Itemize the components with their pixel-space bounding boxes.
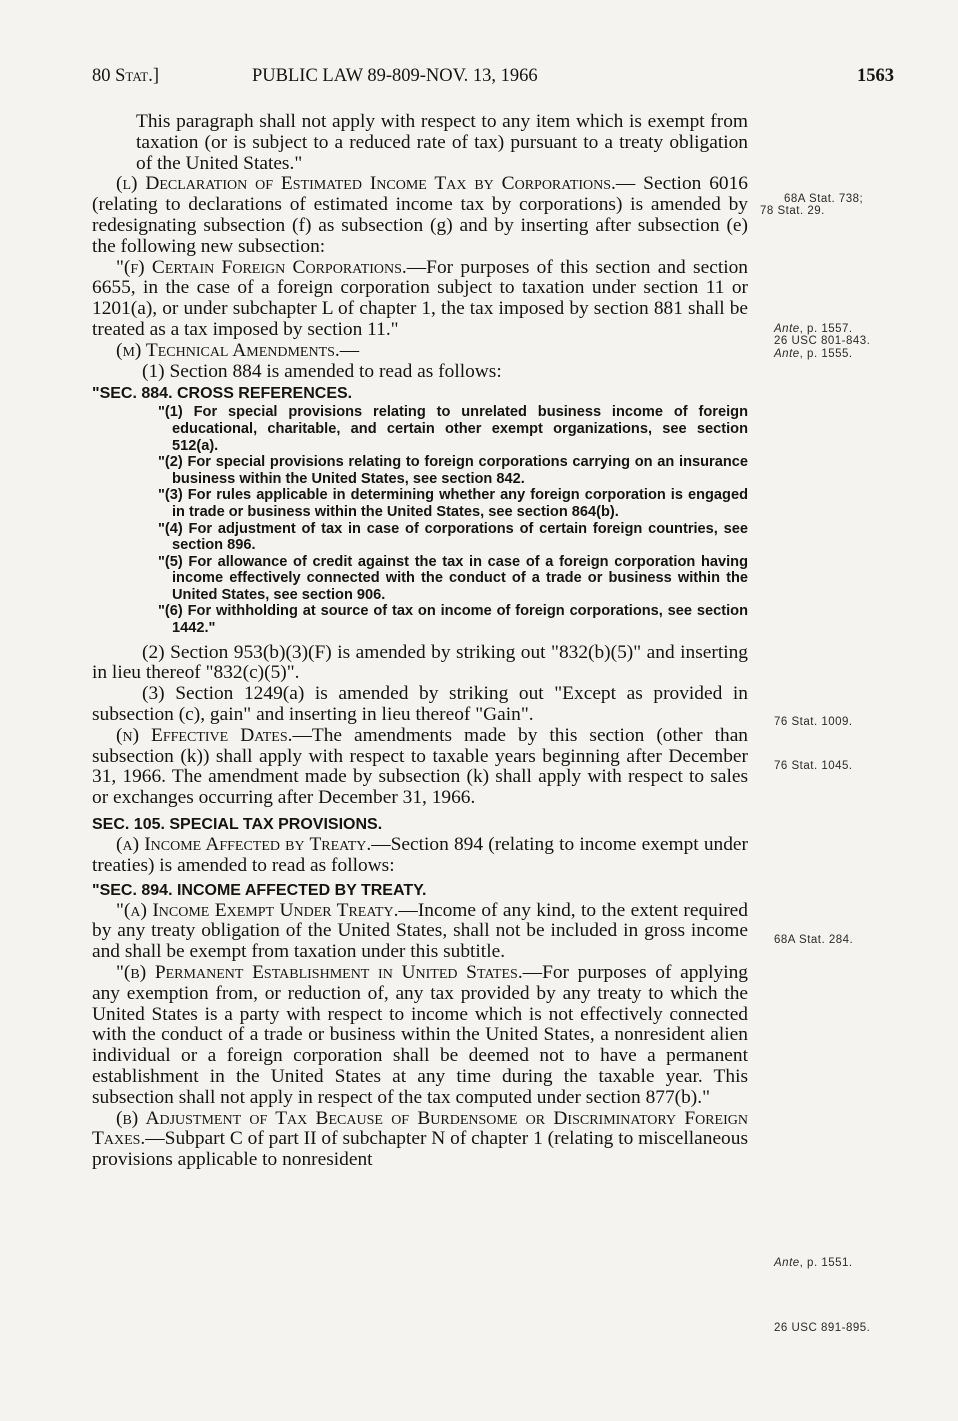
subsection-m2: (2) Section 953(b)(3)(F) is amended by striking out "832(b)(5)" and inserting in lieu thereof "832(c)(5)".: [92, 641, 748, 684]
subsection-a-text: Section 894 (relating to income exempt under treaties) is amended to read as follows:: [92, 834, 748, 876]
cross-ref-item: "(3) For rules applicable in determining whether any foreign corporation is engaged in trade or business within the United States, see section 864(b).: [158, 487, 748, 520]
page-header: [92, 66, 900, 92]
cross-ref-item: "(1) For special provisions relating to unrelated business income of foreign educational, charitable, and certain other exempt organizations, see section 512(a).: [158, 404, 748, 454]
subsection-f-heading: "(f) Certain Foreign Corporations.—: [116, 256, 427, 278]
cross-ref-item: "(2) For special provisions relating to foreign corporations carrying on an insurance business within the United States, see section 842.: [158, 454, 748, 487]
subsection-f: [92, 258, 748, 341]
header-title: PUBLIC LAW 89-809-NOV. 13, 1966: [252, 66, 538, 86]
subsection-m-heading-text: (m) Technical Amendments.—: [116, 339, 360, 361]
sec-884-heading: "SEC. 884. CROSS REFERENCES.: [92, 385, 353, 403]
subsection-m3: (3) Section 1249(a) is amended by striking out "Except as provided in subsection (c), gain" and inserting in lieu thereof "Gain".: [92, 683, 748, 726]
paragraph-exemption-note: This paragraph shall not apply with respect to any item which is exempt from taxation (or is subject to a reduced rate of tax) pursuant to a treaty obligation of the United States.": [136, 111, 748, 174]
subsection-894b: [92, 963, 748, 1109]
margin-note: 76 Stat. 1045.: [774, 760, 853, 772]
page-number: 1563: [857, 66, 894, 86]
margin-note-line: 26 USC 801-843.: [774, 335, 871, 348]
margin-note-ref: , p. 1555.: [799, 347, 853, 360]
subsection-a-heading: (a) Income Affected by Treaty.—: [116, 834, 391, 856]
subsection-b-heading: (b) Adjustment of Tax Because of Burdensome or Discriminatory Foreign Taxes.—: [92, 1107, 748, 1150]
subsection-l-heading: (l) Declaration of Estimated Income Tax by Corporations.—: [116, 173, 636, 195]
subsection-894a-text: Income of any kind, to the extent required by any treaty obligation of the United States, shall not be included in gross income and shall be exempt from taxation under this subtitle.: [92, 899, 748, 963]
subsection-l-text: Section 6016 (relating to declarations of estimated income tax by corporations) is amended by redesignating subsection (f) as subsection (g) and by inserting after subsection (e) the following new subsection:: [92, 173, 748, 257]
margin-note: [760, 193, 924, 218]
cross-ref-item: "(6) For withholding at source of tax on income of foreign corporations, see section 1442.": [158, 603, 748, 637]
margin-note-ante: Ante: [774, 347, 800, 360]
margin-note: [774, 1257, 924, 1269]
margin-note-line: 78 Stat. 29.: [760, 205, 825, 218]
margin-note-ante: Ante: [774, 1257, 800, 1269]
subsection-l: [92, 174, 748, 257]
subsection-894b-text: For purposes of applying any exemption from, or reduction of, any tax provided by any treaty to which the United States is a party with respect to income which is not effectively connected with the conduct of a trade or business within the United States, a nonresident alien individual or a foreign corporation shall be deemed not to have a permanent establishment in the United States at any time during the taxable year. This subsection shall not apply in respect of the tax computed under section 877(b).": [92, 962, 748, 1108]
margin-note: 26 USC 891-895.: [774, 1322, 871, 1334]
subsection-m-heading: [92, 341, 748, 362]
subsection-a: [92, 835, 748, 877]
sec-105-heading: SEC. 105. SPECIAL TAX PROVISIONS.: [92, 816, 383, 834]
sec-894-heading: "SEC. 894. INCOME AFFECTED BY TREATY.: [92, 881, 427, 899]
cross-ref-item: "(5) For allowance of credit against the tax in case of a foreign corporation having income effectively connected with the conduct of a trade or business within the United States, see section 906.: [158, 553, 748, 603]
subsection-m1: (1) Section 884 is amended to read as follows:: [142, 360, 502, 382]
subsection-f-text: For purposes of this section and section 6655, in the case of a foreign corporation subject to taxation under section 11 or 1201(a), or under subchapter L of chapter 1, the tax imposed by section 881 shall be treated as a tax imposed by section 11.": [92, 256, 748, 340]
subsection-n-heading: (n) Effective Dates.—: [116, 724, 312, 746]
subsection-894a: [92, 901, 748, 963]
margin-note-line: [774, 348, 924, 360]
margin-note-line: [774, 323, 924, 335]
margin-note: 68A Stat. 284.: [774, 934, 854, 946]
header-statute-ref: 80 Stat.]: [92, 66, 159, 86]
body-text: [92, 112, 748, 1171]
subsection-b: [92, 1109, 748, 1171]
subsection-n: [92, 726, 748, 809]
margin-note: 76 Stat. 1009.: [774, 716, 853, 728]
cross-ref-item: "(4) For adjustment of tax in case of corporations of certain foreign countries, see section 896.: [158, 520, 748, 554]
subsection-894a-heading: "(a) Income Exempt Under Treaty.—: [116, 899, 418, 921]
subsection-b-text: Subpart C of part II of subchapter N of chapter 1 (relating to miscellaneous provisions applicable to nonresident: [92, 1128, 748, 1171]
margin-note-ref: , p. 1551.: [799, 1257, 853, 1269]
margin-note-ante: Ante: [774, 323, 800, 335]
margin-note-line: 68A Stat. 738;: [784, 193, 864, 205]
subsection-894b-heading: "(b) Permanent Establishment in United States.—: [116, 962, 543, 984]
margin-note-ref: , p. 1557.: [799, 323, 853, 335]
margin-note: [774, 323, 924, 360]
subsection-n-text: The amendments made by this section (other than subsection (k)) shall apply with respect to taxable years beginning after December 31, 1966. The amendment made by subsection (k) shall apply with respect to sales or exchanges occurring after December 31, 1966.: [92, 724, 749, 809]
